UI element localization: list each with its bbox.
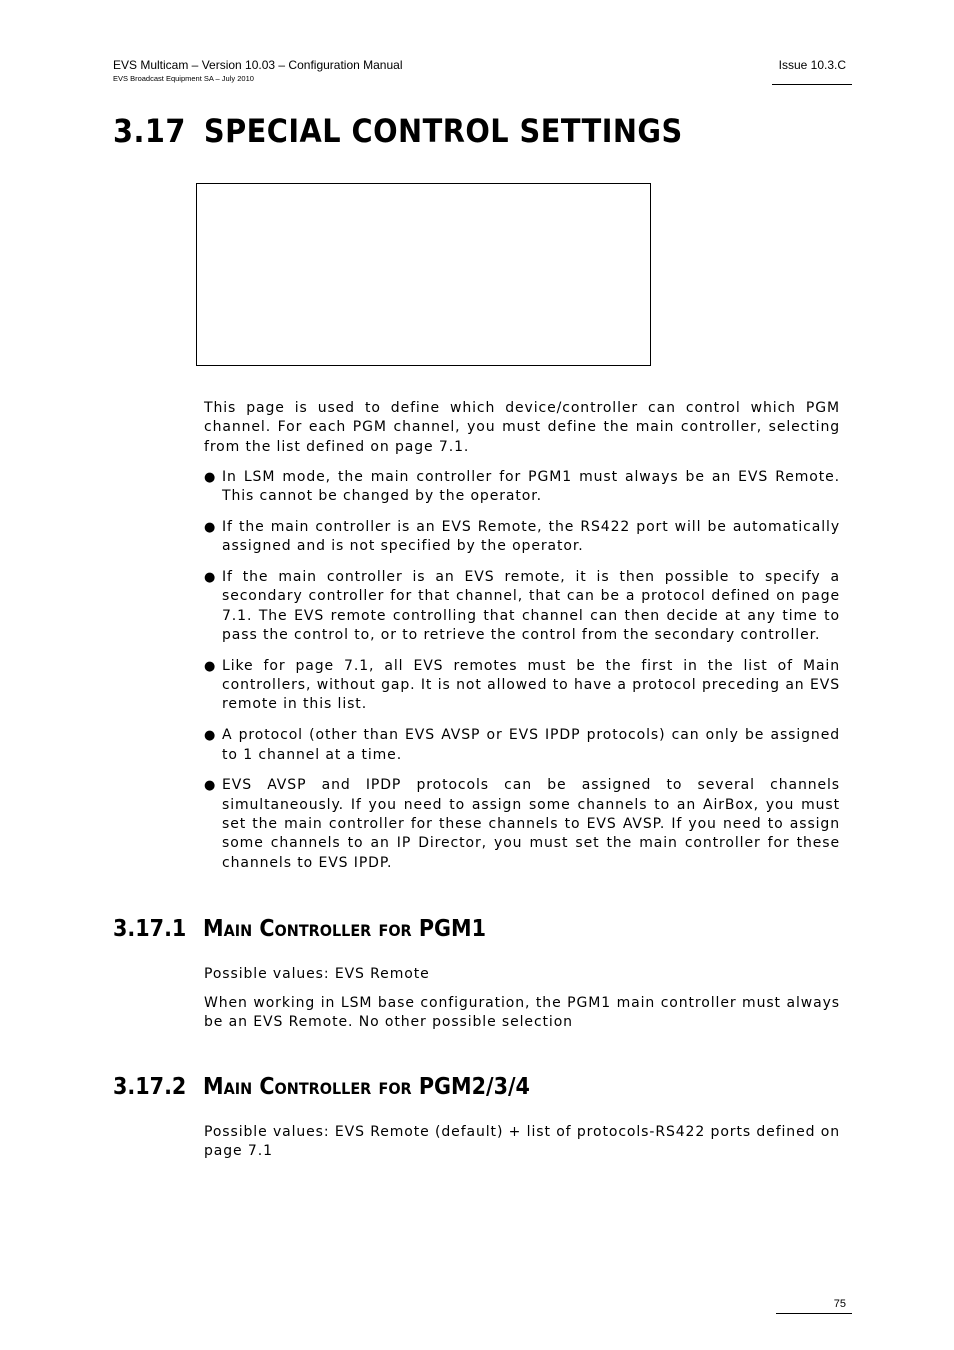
bullet-icon: ●	[204, 658, 217, 674]
intro-text: This page is used to define which device/controller can control which PGM channel. For each PGM channel, you must define the main controller, selecting from the list defined on page 7.1.	[204, 400, 840, 455]
pgm1-values	[204, 965, 840, 984]
bullet-icon: ●	[204, 520, 217, 536]
subsection-title: Main Controller for	[203, 916, 412, 942]
bullet-icon: ●	[204, 470, 217, 485]
bullet-icon: ●	[204, 728, 217, 744]
subsection-title-tail: PGM2/3/4	[418, 1074, 530, 1100]
subsection-number: 3.17.2	[113, 1074, 187, 1100]
list-item	[204, 657, 840, 715]
intro-paragraph	[204, 399, 840, 457]
list-item	[204, 468, 840, 507]
document-subtitle: EVS Broadcast Equipment SA – July 2010	[113, 74, 254, 83]
header-rule	[772, 84, 852, 85]
bullet-text: If the main controller is an EVS Remote, the RS422 port will be automatically assigned and is not specified by the operator.	[222, 519, 840, 555]
bullet-icon: ●	[204, 778, 217, 794]
bullet-text: Like for page 7.1, all EVS remotes must be the first in the list of Main controllers, without gap. It is not allowed to have a protocol preceding an EVS remote in this list.	[222, 657, 840, 713]
subsection-number: 3.17.1	[113, 916, 187, 942]
bullet-icon: ●	[204, 570, 217, 586]
bullet-text: In LSM mode, the main controller for PGM1 must always be an EVS Remote. This cannot be changed by the operator.	[222, 469, 840, 505]
bullet-text: If the main controller is an EVS remote, it is then possible to specify a secondary controller for that channel, that can be a protocol defined on page 7.1. The EVS remote controlling that channel can then decide at any time to pass the control to, or to retrieve the control from the secondary controller.	[222, 569, 840, 644]
page-number: 75	[833, 1298, 846, 1310]
pgm1-description	[204, 994, 840, 1033]
subsection-heading-pgm234	[113, 1074, 530, 1100]
subsection-heading-pgm1	[113, 916, 486, 942]
pgm1-values-text: Possible values: EVS Remote	[204, 966, 430, 982]
pgm234-values-text: Possible values: EVS Remote (default) + list of protocols-RS422 ports defined on page 7.1	[204, 1124, 840, 1160]
section-title: SPECIAL CONTROL SETTINGS	[203, 112, 683, 150]
bullet-text: EVS AVSP and IPDP protocols can be assigned to several channels simultaneously. If you need to assign some channels to an AirBox, you must set the main controller for these channels to EVS AVSP. If you need to assign some channels to an IP Director, you must set the main controller for these channels to EVS IPDP.	[222, 777, 840, 871]
list-item	[204, 726, 840, 765]
issue-label: Issue 10.3.C	[778, 58, 846, 72]
pgm1-description-text: When working in LSM base configuration, the PGM1 main controller must always be an EVS Remote. No other possible selection	[204, 995, 840, 1031]
subsection-title-tail: PGM1	[418, 916, 487, 942]
document-title: EVS Multicam – Version 10.03 – Configuration Manual	[113, 58, 403, 72]
subsection-title: Main Controller for	[203, 1074, 412, 1100]
section-heading	[113, 112, 683, 150]
section-number: 3.17	[113, 112, 186, 150]
list-item	[204, 518, 840, 557]
bullet-text: A protocol (other than EVS AVSP or EVS IPDP protocols) can only be assigned to 1 channel at a time.	[222, 727, 840, 763]
footer-rule	[776, 1313, 852, 1314]
screenshot-figure-frame	[196, 183, 651, 366]
list-item	[204, 568, 840, 645]
pgm234-values	[204, 1123, 840, 1162]
bullet-list	[204, 468, 840, 884]
list-item	[204, 776, 840, 872]
